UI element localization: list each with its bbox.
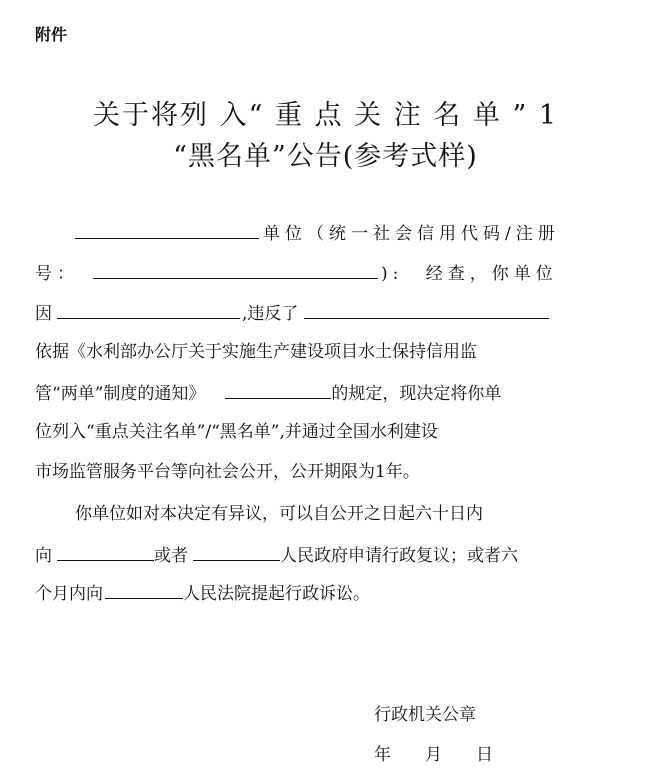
- p1-line-4: 依据《水利部办公厅关于实施生产建设项目水土保持信用监: [35, 342, 477, 362]
- court-blank[interactable]: [105, 580, 183, 599]
- p1-line-7: 市场监管服务平台等向社会公开，公开期限为1年。: [35, 462, 420, 482]
- regulation-blank[interactable]: [225, 380, 331, 399]
- unit-name-blank[interactable]: [75, 220, 259, 239]
- p2-line-2: 向 或者 人民政府申请行政复议；或者六: [35, 542, 518, 566]
- p1-line-2: 号： ): 经查，你单位: [35, 260, 558, 284]
- review-authority-blank-2[interactable]: [193, 542, 280, 561]
- violation-blank[interactable]: [304, 300, 549, 319]
- p1-line-1: 单位（统一社会信用代码/注册: [75, 220, 560, 244]
- p1-line-6: 位列入“重点关注名单”/“黑名单”,并通过全国水利建设: [35, 422, 438, 442]
- seal-label: 行政机关公章: [374, 705, 476, 725]
- reason-blank[interactable]: [57, 300, 240, 319]
- p1-line-5: 管“两单”制度的通知》 的规定，现决定将你单: [35, 380, 501, 404]
- date-line: 年 月 日: [374, 745, 493, 765]
- p2-line-1: 你单位如对本决定有异议，可以自公开之日起六十日内: [75, 504, 483, 524]
- p1-line-3: 因 ,违反了: [35, 300, 549, 324]
- title-line-1: 关于将列 入“ 重 点 关 注 名 单 ” 1: [92, 100, 559, 131]
- p2-line-3: 个月内向 人民法院提起行政诉讼。: [35, 580, 370, 604]
- title-line-2: “黑名单”公告(参考式样): [173, 141, 478, 172]
- review-authority-blank-1[interactable]: [57, 542, 154, 561]
- credit-code-blank[interactable]: [93, 260, 378, 279]
- attachment-label: 附件: [35, 25, 68, 44]
